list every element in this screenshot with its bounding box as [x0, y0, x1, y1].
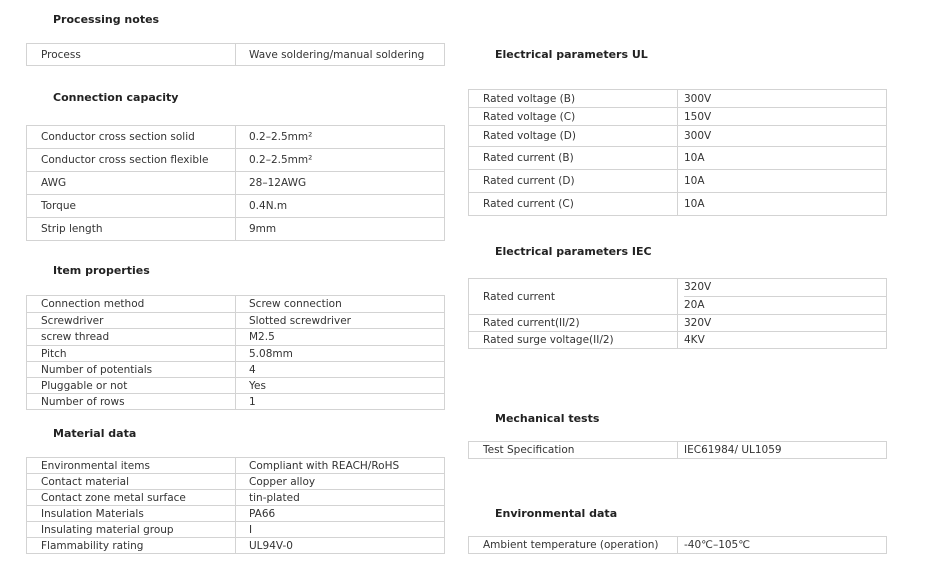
electrical-iec-heading: Electrical parameters IEC: [495, 245, 652, 258]
row-value: 28–12AWG: [236, 172, 445, 195]
electrical-iec-table: [468, 278, 887, 349]
table-row: [469, 537, 887, 554]
row-label: Process: [27, 44, 236, 66]
row-label: Insulation Materials: [27, 506, 236, 522]
table-row: [469, 315, 887, 332]
row-label: Number of rows: [27, 394, 236, 410]
row-value: 20A: [684, 296, 886, 314]
table-row: [27, 474, 445, 490]
row-label: Rated current: [469, 279, 678, 315]
mechanical-tests-heading: Mechanical tests: [495, 412, 600, 425]
item-properties-heading: Item properties: [53, 264, 150, 277]
row-label: AWG: [27, 172, 236, 195]
table-row: [469, 147, 887, 170]
row-label: Number of potentials: [27, 362, 236, 378]
row-value: 4KV: [678, 332, 887, 349]
row-value: 320V: [684, 281, 712, 293]
row-value: PA66: [236, 506, 445, 522]
row-value: Compliant with REACH/RoHS: [236, 458, 445, 474]
row-value: 300V: [678, 126, 887, 147]
table-row: [27, 195, 445, 218]
material-data-table: [26, 457, 445, 554]
row-value: Yes: [236, 378, 445, 394]
row-value: IEC61984/ UL1059: [678, 442, 887, 459]
table-row: [27, 522, 445, 538]
row-value: 10A: [678, 147, 887, 170]
row-value: 150V: [678, 108, 887, 126]
row-label: Conductor cross section solid: [27, 126, 236, 149]
table-row: [469, 126, 887, 147]
row-value: UL94V-0: [236, 538, 445, 554]
table-row: [27, 296, 445, 313]
environmental-data-table: [468, 536, 887, 554]
table-row: [27, 506, 445, 522]
electrical-ul-table: [468, 89, 887, 216]
row-label: Rated voltage (C): [469, 108, 678, 126]
table-row: [27, 458, 445, 474]
row-label: Rated voltage (B): [469, 90, 678, 108]
row-value: 320V: [678, 315, 887, 332]
row-label: Rated current (D): [469, 170, 678, 193]
processing-notes-table: [26, 43, 445, 66]
row-value: 0.4N.m: [236, 195, 445, 218]
row-label: Ambient temperature (operation): [469, 537, 678, 554]
row-label: Contact zone metal surface: [27, 490, 236, 506]
processing-notes-heading: Processing notes: [53, 13, 160, 26]
item-properties-table: [26, 295, 445, 410]
row-label: Environmental items: [27, 458, 236, 474]
table-row: [469, 108, 887, 126]
row-label: Insulating material group: [27, 522, 236, 538]
row-label: Torque: [27, 195, 236, 218]
row-value: 0.2–2.5mm²: [236, 149, 445, 172]
row-value: I: [236, 522, 445, 538]
table-row: [27, 329, 445, 346]
row-label: Rated current(II/2): [469, 315, 678, 332]
row-label: Rated current (C): [469, 193, 678, 216]
row-label: Rated surge voltage(II/2): [469, 332, 678, 349]
table-row: [27, 346, 445, 362]
row-label: Contact material: [27, 474, 236, 490]
row-label: Rated voltage (D): [469, 126, 678, 147]
row-value: Slotted screwdriver: [236, 313, 445, 329]
row-value: Screw connection: [236, 296, 445, 313]
row-value: 5.08mm: [236, 346, 445, 362]
row-value: 10A: [678, 193, 887, 216]
table-row: [469, 170, 887, 193]
table-row: [27, 378, 445, 394]
row-label: Test Specification: [469, 442, 678, 459]
table-row: [469, 193, 887, 216]
row-label: Conductor cross section flexible: [27, 149, 236, 172]
row-label: Connection method: [27, 296, 236, 313]
row-value: Copper alloy: [236, 474, 445, 490]
material-data-heading: Material data: [53, 427, 137, 440]
table-row: [469, 332, 887, 349]
table-row: [27, 538, 445, 554]
row-value: -40℃–105℃: [678, 537, 887, 554]
row-label: screw thread: [27, 329, 236, 346]
row-label: Flammability rating: [27, 538, 236, 554]
row-label: Strip length: [27, 218, 236, 241]
row-label: Pluggable or not: [27, 378, 236, 394]
row-value-stack: [678, 279, 887, 315]
mechanical-tests-table: [468, 441, 887, 459]
table-row: [469, 90, 887, 108]
connection-capacity-heading: Connection capacity: [53, 91, 179, 104]
row-value: 9mm: [236, 218, 445, 241]
table-row: [27, 490, 445, 506]
table-row: [27, 362, 445, 378]
row-value: 300V: [678, 90, 887, 108]
row-label: Rated current (B): [469, 147, 678, 170]
row-value: tin-plated: [236, 490, 445, 506]
table-row: [27, 44, 445, 66]
electrical-ul-heading: Electrical parameters UL: [495, 48, 648, 61]
connection-capacity-table: [26, 125, 445, 241]
row-value: M2.5: [236, 329, 445, 346]
environmental-data-heading: Environmental data: [495, 507, 618, 520]
table-row: [27, 313, 445, 329]
row-value: 10A: [678, 170, 887, 193]
table-row: [27, 218, 445, 241]
row-value: 0.2–2.5mm²: [236, 126, 445, 149]
row-label: Screwdriver: [27, 313, 236, 329]
table-row: [27, 394, 445, 410]
table-row: [469, 279, 887, 315]
table-row: [27, 172, 445, 195]
row-label: Pitch: [27, 346, 236, 362]
row-value: Wave soldering/manual soldering: [236, 44, 445, 66]
table-row: [469, 442, 887, 459]
table-row: [27, 149, 445, 172]
table-row: [27, 126, 445, 149]
row-value: 1: [236, 394, 445, 410]
row-value: 4: [236, 362, 445, 378]
